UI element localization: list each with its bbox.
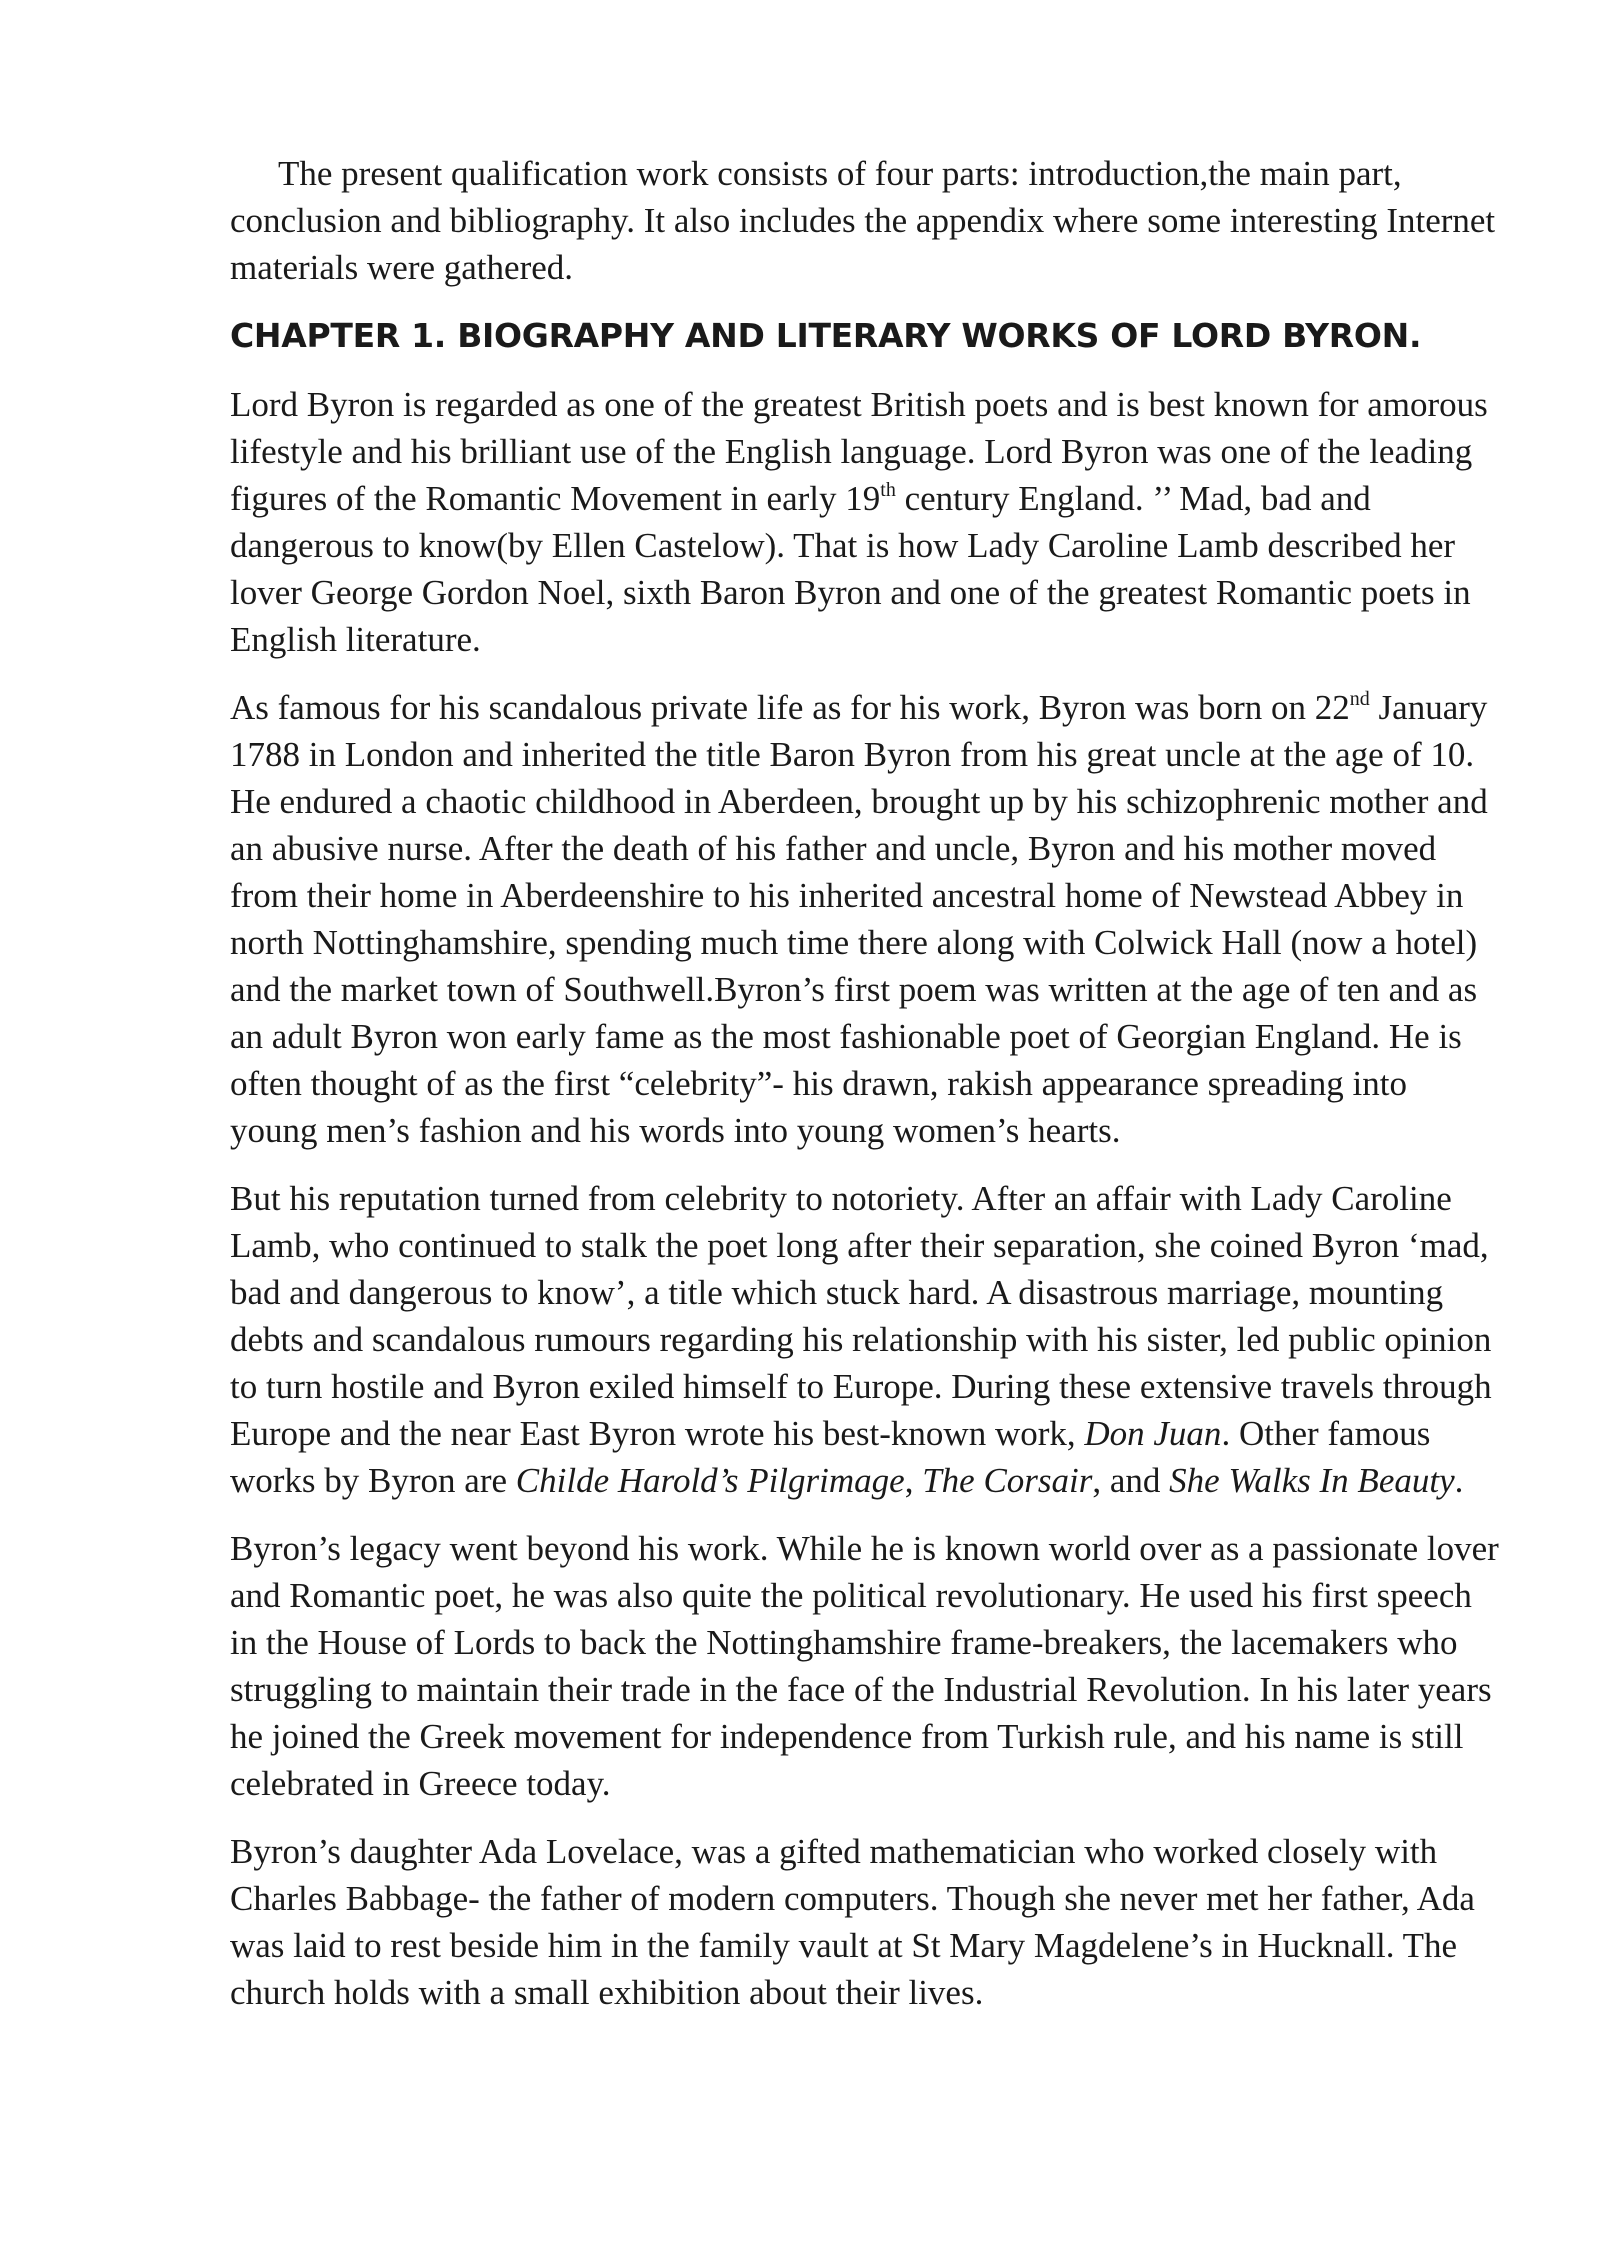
paragraph-text: As famous for his scandalous private life as for his work, Byron was born on 22 <box>230 688 1350 727</box>
paragraph-text: , <box>904 1461 923 1500</box>
work-title: The Corsair <box>922 1461 1093 1500</box>
paragraph-legacy: Byron’s legacy went beyond his work. While he is known world over as a passionate lover and Romantic poet, he was also quite the political revolutionary. He used his first speech in the House of Lords to back the Nottinghamshire frame-breakers, the lacemakers who struggling to maintain their trade in the face of the Industrial Revolution. In his later years he joined the Greek movement for independence from Turkish rule, and his name is still celebrated in Greece today. <box>230 1529 1499 1803</box>
intro-paragraph: The present qualification work consists of four parts: introduction,the main part, conclusion and bibliography. It also includes the appendix where some interesting Internet materials were gathered. <box>230 154 1496 287</box>
paragraph-text: January 1788 in London and inherited the title Baron Byron from his great uncle at the age of 10. He endured a chaotic childhood in Aberdeen, brought up by his schizophrenic mother and an abusive nurse. After the death of his father and uncle, Byron and his mother moved from their home in Aberdeenshire to his inherited ancestral home of Newstead Abbey in north Nottinghamshire, spending much time there along with Colwick Hall (now a hotel) and the market town of Southwell.Byron’s first poem was written at the age of ten and as an adult Byron won early fame as the most fashionable poet of Georgian England. He is often thought of as the first “celebrity”- his drawn, rakish appearance spreading into young men’s fashion and his words into young women’s hearts. <box>230 688 1488 1150</box>
chapter-heading: CHAPTER 1. BIOGRAPHY AND LITERARY WORKS OF LORD BYRON. <box>230 316 1422 355</box>
paragraph-text: Lord Byron is regarded as one of the greatest British poets and is best known for amorous lifestyle and his brilliant use of the English language. Lord Byron was one of the leading figures of the Romantic Movement in early 19 <box>230 385 1488 518</box>
work-title: Don Juan <box>1084 1414 1222 1453</box>
paragraph-notoriety <box>230 1175 1500 1504</box>
ordinal-superscript: th <box>880 479 896 501</box>
paragraph-ada-lovelace: Byron’s daughter Ada Lovelace, was a gifted mathematician who worked closely with Charles Babbage- the father of modern computers. Though she never met her father, Ada was laid to rest beside him in the family vault at St Mary Magdelene’s in Hucknall. The church holds with a small exhibition about their lives. <box>230 1832 1475 2012</box>
paragraph-text: century England. ’’ Mad, bad and dangerous to know(by Ellen Castelow). That is how Lady Caroline Lamb described her lover George Gordon Noel, sixth Baron Byron and one of the greatest Romantic poets in English literature. <box>230 479 1471 659</box>
paragraph-text: . Other famous works by Byron are <box>230 1414 1431 1500</box>
paragraph-text: , and <box>1092 1461 1170 1500</box>
paragraph-byron-overview <box>230 381 1500 663</box>
work-title: Childe Harold’s Pilgrimage <box>515 1461 905 1500</box>
work-title: She Walks In Beauty <box>1169 1461 1455 1500</box>
paragraph-text: . <box>1454 1461 1464 1500</box>
paragraph-early-life <box>230 684 1500 1154</box>
ordinal-superscript: nd <box>1349 688 1370 710</box>
paragraph-text: But his reputation turned from celebrity to notoriety. After an affair with Lady Caroline Lamb, who continued to stalk the poet long after their separation, she coined Byron ‘mad, bad and dangerous to know’, a title which stuck hard. A disastrous marriage, mounting debts and scandalous rumours regarding his relationship with his sister, led public opinion to turn hostile and Byron exiled himself to Europe. During these extensive travels through Europe and the near East Byron wrote his best-known work, <box>230 1179 1492 1453</box>
document-page <box>230 150 1500 2037</box>
